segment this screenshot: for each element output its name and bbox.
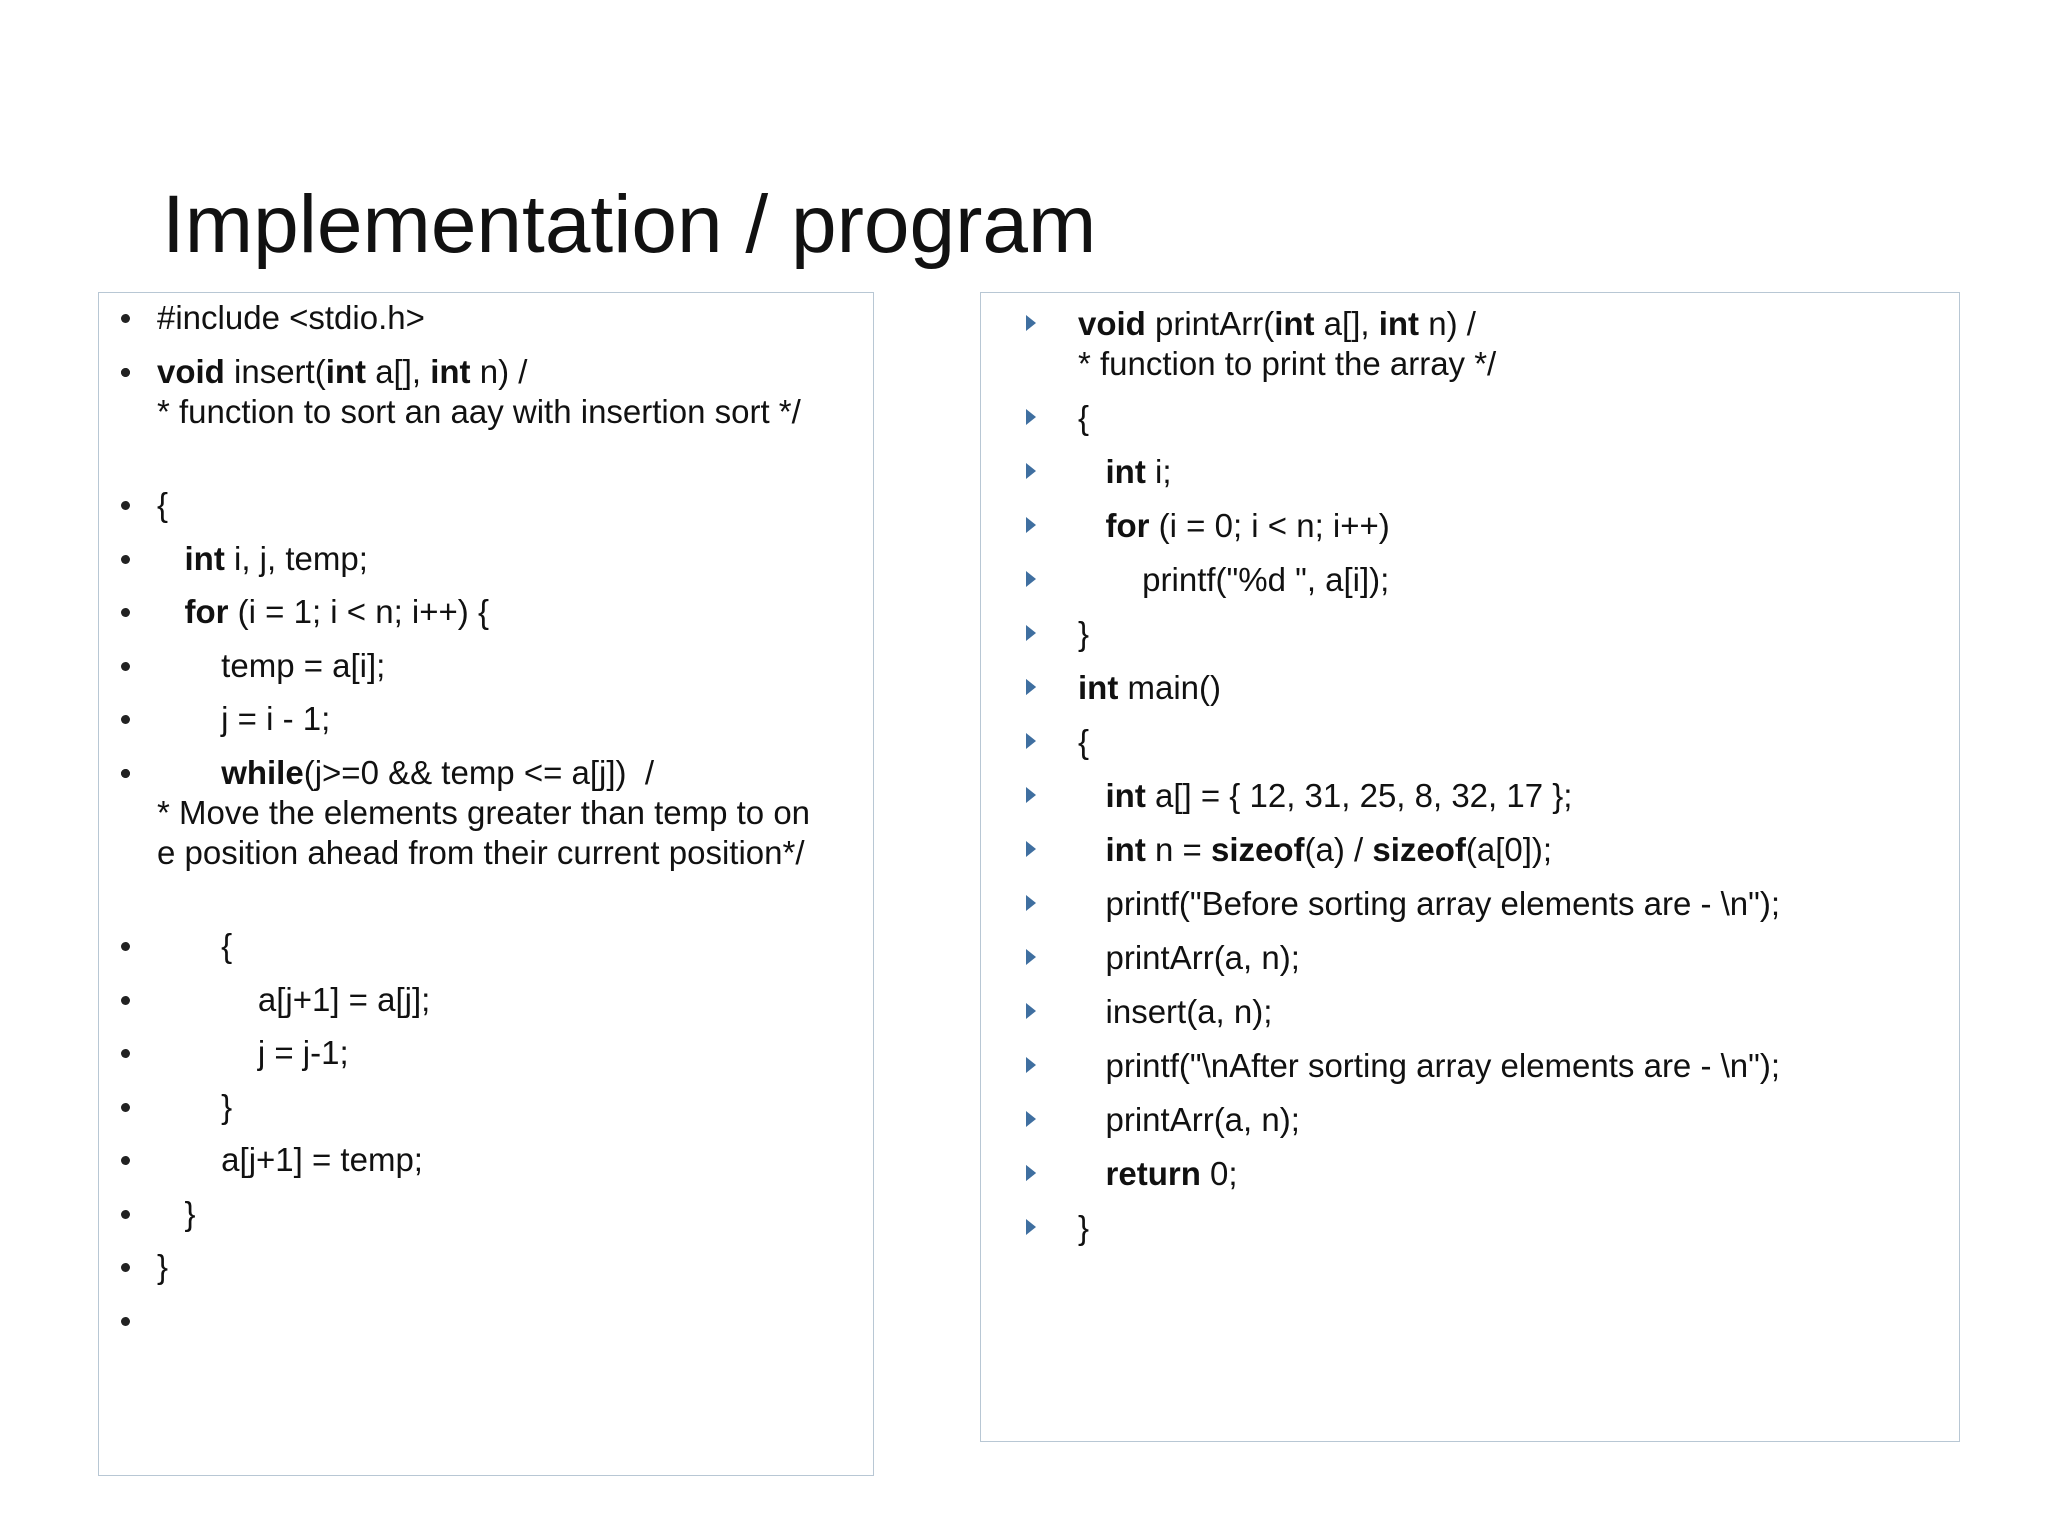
code-text — [1078, 1155, 1106, 1192]
code-text: #include <stdio.h> — [157, 299, 425, 336]
code-line — [981, 830, 1959, 870]
code-keyword: int — [325, 352, 367, 390]
code-keyword: int — [1105, 831, 1146, 868]
code-text: { — [1078, 723, 1090, 760]
code-text: printArr(a, n); — [1078, 1101, 1300, 1138]
code-keyword: int — [430, 352, 471, 390]
code-line — [981, 614, 1959, 654]
code-text: printf("Before sorting array elements are - \n"); — [1078, 885, 1781, 922]
code-keyword: void — [1078, 305, 1146, 342]
code-line — [981, 452, 1959, 492]
code-line — [981, 304, 1959, 384]
code-keyword: sizeof — [1210, 831, 1305, 868]
code-text: n = — [1145, 831, 1211, 868]
bullet-arrow-icon — [1026, 895, 1036, 911]
code-text: } — [157, 1248, 169, 1285]
bullet-arrow-icon — [1026, 1003, 1036, 1019]
code-keyword: while — [221, 753, 304, 791]
code-text: insert( — [224, 352, 326, 390]
code-comment: * function to sort an aay with insertion sort */ — [157, 392, 801, 430]
code-line — [99, 1087, 873, 1127]
code-text: (a[0]); — [1465, 831, 1553, 868]
code-keyword: int — [1378, 305, 1420, 342]
code-text: printf("\nAfter sorting array elements are - \n"); — [1078, 1047, 1781, 1084]
code-line — [981, 776, 1959, 816]
code-text: insert(a, n); — [1078, 993, 1273, 1030]
bullet-arrow-icon — [1026, 1219, 1036, 1235]
code-text: } — [157, 1087, 233, 1125]
code-comment: * function to print the array */ — [1078, 345, 1497, 382]
code-text — [1078, 507, 1106, 544]
code-line — [99, 592, 873, 632]
bullet-dot-icon — [121, 368, 130, 377]
code-keyword: return — [1105, 1155, 1201, 1192]
code-text: n) / — [470, 352, 528, 390]
bullet-arrow-icon — [1026, 679, 1036, 695]
code-line — [99, 1033, 873, 1073]
main-function-code-panel — [980, 292, 1960, 1442]
slide-title: Implementation / program — [162, 179, 1097, 270]
code-text: (i = 1; i < n; i++) { — [228, 593, 489, 630]
code-text: (j>=0 && temp <= a[j]) / — [303, 753, 655, 791]
bullet-dot-icon — [121, 1210, 130, 1219]
code-text: printArr(a, n); — [1078, 939, 1300, 976]
code-line — [981, 560, 1959, 600]
bullet-dot-icon — [121, 662, 130, 671]
code-keyword: int — [1274, 305, 1315, 342]
bullet-dot-icon — [121, 608, 130, 617]
code-text: printf("%d ", a[i]); — [1078, 561, 1390, 598]
line-gap — [157, 432, 873, 472]
code-keyword: sizeof — [1372, 831, 1466, 868]
code-line — [981, 398, 1959, 438]
code-keyword: for — [1105, 507, 1150, 544]
code-text — [1078, 831, 1106, 868]
code-text: 0; — [1200, 1155, 1238, 1192]
code-text — [1078, 777, 1106, 814]
code-keyword: for — [184, 593, 229, 630]
code-text: a[] = { 12, 31, 25, 8, 32, 17 }; — [1145, 777, 1573, 814]
bullet-dot-icon — [121, 1103, 130, 1112]
code-text — [1078, 453, 1106, 490]
bullet-arrow-icon — [1026, 571, 1036, 587]
code-text: (a) / — [1304, 831, 1373, 868]
code-line — [981, 992, 1959, 1032]
code-line — [981, 884, 1959, 924]
bullet-arrow-icon — [1026, 409, 1036, 425]
code-text — [157, 754, 221, 791]
code-text: i, j, temp; — [224, 539, 368, 577]
code-line — [99, 352, 873, 472]
code-text: j = j-1; — [157, 1034, 349, 1071]
code-text: printArr( — [1145, 305, 1275, 342]
bullet-arrow-icon — [1026, 1111, 1036, 1127]
code-keyword: int — [184, 539, 225, 577]
code-line — [981, 1046, 1959, 1086]
code-text: main() — [1118, 669, 1222, 706]
bullet-dot-icon — [121, 715, 130, 724]
code-line — [981, 1100, 1959, 1140]
code-line — [981, 506, 1959, 546]
bullet-arrow-icon — [1026, 315, 1036, 331]
code-text: a[], — [366, 352, 431, 390]
code-text: } — [157, 1194, 196, 1232]
bullet-dot-icon — [121, 1049, 130, 1058]
bullet-dot-icon — [121, 769, 130, 778]
bullet-arrow-icon — [1026, 841, 1036, 857]
bullet-arrow-icon — [1026, 517, 1036, 533]
bullet-dot-icon — [121, 942, 130, 951]
code-line — [99, 298, 873, 338]
bullet-arrow-icon — [1026, 1057, 1036, 1073]
code-line — [99, 646, 873, 686]
code-comment: * Move the elements greater than temp to on — [157, 793, 811, 831]
insert-function-code-panel — [98, 292, 874, 1476]
code-text: } — [1078, 615, 1090, 652]
code-text: temp = a[i]; — [157, 646, 386, 684]
bullet-dot-icon — [121, 996, 130, 1005]
code-line — [981, 1154, 1959, 1194]
code-line — [99, 1140, 873, 1180]
code-line — [99, 1194, 873, 1234]
code-text: i; — [1145, 453, 1172, 490]
bullet-dot-icon — [121, 1156, 130, 1165]
code-text: { — [157, 927, 233, 964]
code-text — [157, 540, 185, 577]
code-line — [99, 753, 873, 913]
code-keyword: int — [1105, 777, 1146, 814]
bullet-arrow-icon — [1026, 1165, 1036, 1181]
code-line — [99, 980, 873, 1020]
code-text: (i = 0; i < n; i++) — [1149, 507, 1390, 544]
bullet-arrow-icon — [1026, 787, 1036, 803]
code-text: { — [1078, 399, 1090, 436]
code-keyword: int — [1078, 669, 1119, 706]
code-line — [981, 938, 1959, 978]
code-text: j = i - 1; — [157, 700, 331, 737]
code-line — [981, 1208, 1959, 1248]
bullet-dot-icon — [121, 1263, 130, 1272]
code-text: n) / — [1419, 305, 1476, 342]
code-line — [99, 699, 873, 739]
code-comment: e position ahead from their current position*/ — [157, 833, 805, 871]
code-keyword: void — [157, 352, 225, 390]
bullet-dot-icon — [121, 555, 130, 564]
bullet-dot-icon — [121, 1317, 130, 1326]
code-line — [99, 485, 873, 525]
code-line — [99, 926, 873, 966]
bullet-arrow-icon — [1026, 949, 1036, 965]
code-text — [157, 593, 185, 630]
code-keyword: int — [1105, 453, 1146, 490]
code-text: { — [157, 486, 169, 523]
code-text: } — [1078, 1209, 1090, 1246]
line-gap — [157, 873, 873, 913]
code-line — [981, 722, 1959, 762]
code-line — [981, 668, 1959, 708]
bullet-arrow-icon — [1026, 463, 1036, 479]
code-text: a[j+1] = temp; — [157, 1141, 423, 1178]
code-text: a[], — [1314, 305, 1379, 342]
bullet-arrow-icon — [1026, 733, 1036, 749]
code-line — [99, 539, 873, 579]
bullet-dot-icon — [121, 314, 130, 323]
bullet-dot-icon — [121, 501, 130, 510]
code-text: a[j+1] = a[j]; — [157, 980, 431, 1018]
bullet-arrow-icon — [1026, 625, 1036, 641]
code-line — [99, 1247, 873, 1287]
